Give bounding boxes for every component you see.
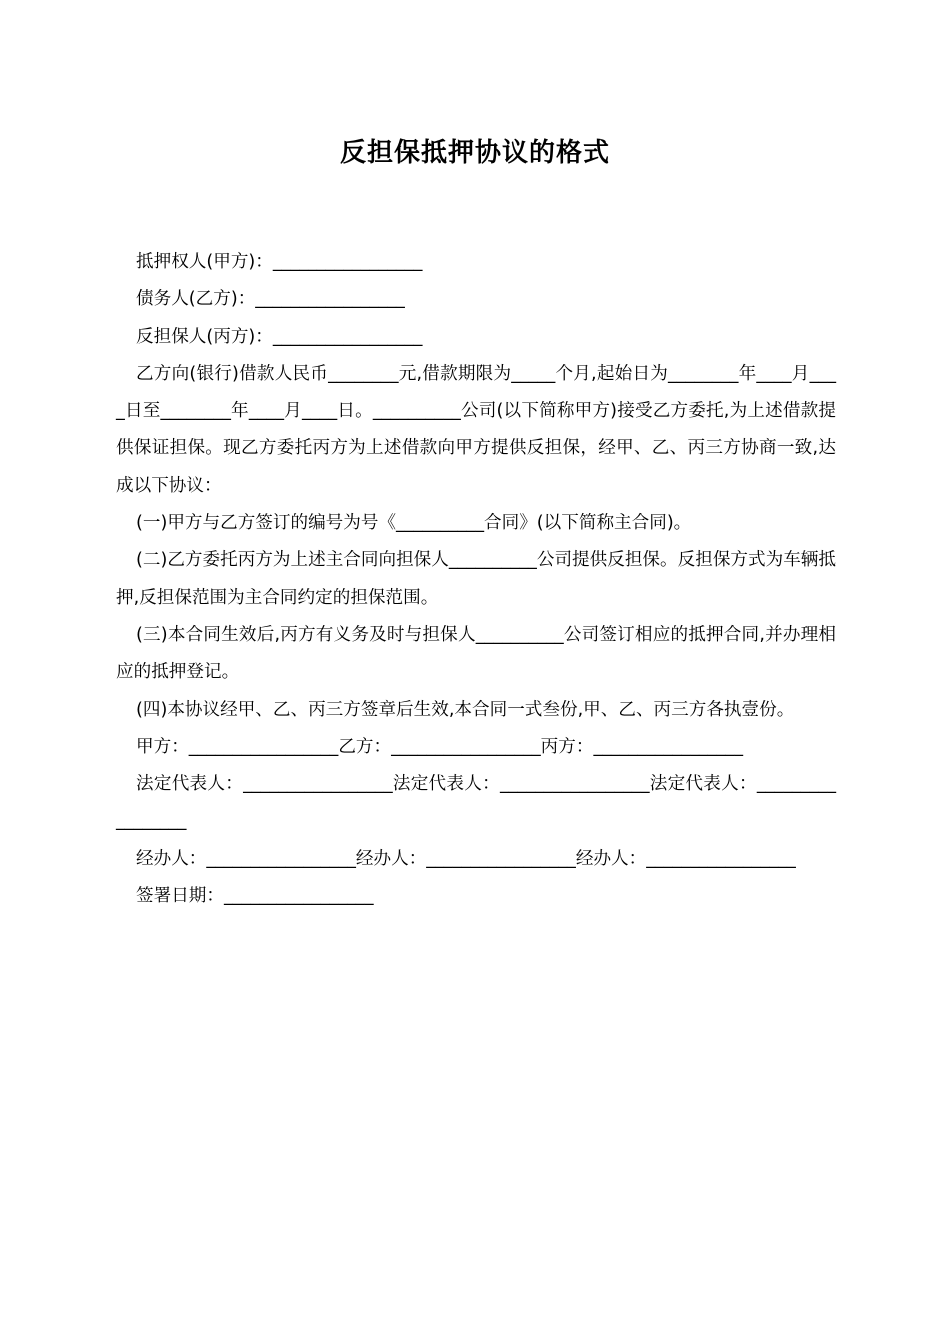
counter-guarantor-line: 反担保人(丙方)：_________________ bbox=[136, 326, 423, 347]
document-title: 反担保抵押协议的格式 bbox=[339, 138, 610, 168]
signing-date-line: 签署日期：_________________ bbox=[136, 886, 374, 907]
legal-representative-line: 法定代表人：_________________法定代表人：_________________法定代表人：_________________ bbox=[116, 774, 836, 832]
clause-1: (一)甲方与乙方签订的编号为号《__________合同》(以下简称主合同)。 bbox=[136, 513, 692, 534]
clause-2: (二)乙方委托丙方为上述主合同向担保人__________公司提供反担保。反担保方式为车辆抵押,反担保范围为主合同约定的担保范围。 bbox=[116, 550, 836, 608]
mortgagee-line: 抵押权人(甲方)：_________________ bbox=[136, 252, 423, 272]
parties-signature-line: 甲方：_________________乙方：_________________丙方：_________________ bbox=[136, 736, 743, 757]
document-body bbox=[116, 244, 836, 915]
preamble-paragraph: 乙方向(银行)借款人民币________元,借款期限为_____个月,起始日为________年____月____日至________年____月____日。__________公司(以下简称甲方)接受乙方委托,为上述借款提供保证担保。现乙方委托丙方为上述借款向甲方提供反担保，经甲、乙、丙三方协商一致,达成以下协议： bbox=[116, 363, 836, 496]
debtor-line: 债务人(乙方)：_________________ bbox=[136, 289, 405, 310]
clause-3: (三)本合同生效后,丙方有义务及时与担保人__________公司签订相应的抵押合同,并办理相应的抵押登记。 bbox=[116, 624, 836, 683]
clause-4: (四)本协议经甲、乙、丙三方签章后生效,本合同一式叁份,甲、乙、丙三方各执壹份。 bbox=[136, 699, 795, 720]
handler-line: 经办人：_________________经办人：_________________经办人：_________________ bbox=[136, 848, 796, 869]
